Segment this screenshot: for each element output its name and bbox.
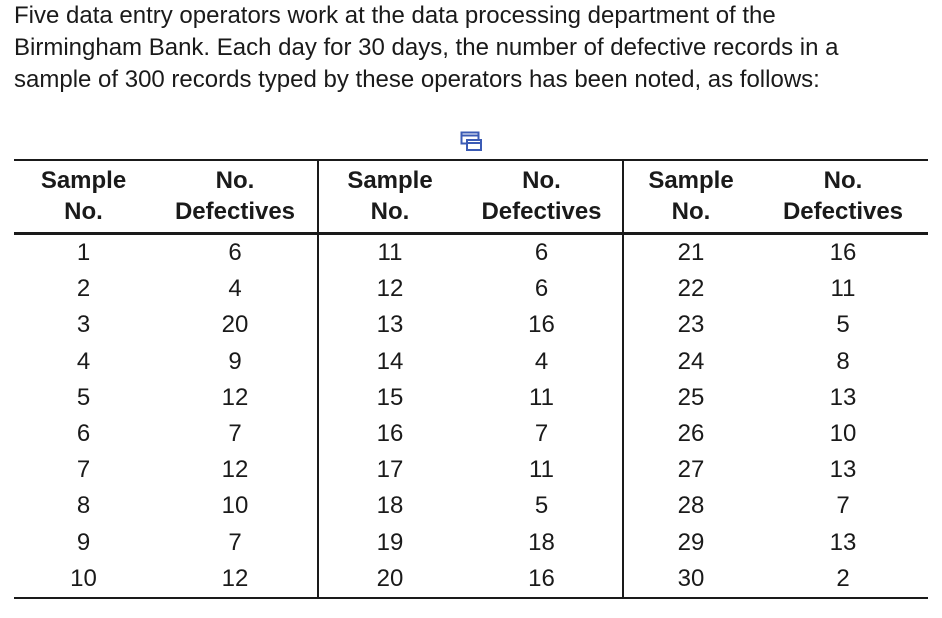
defectives-table	[14, 159, 928, 599]
cell-defectives: 13	[829, 456, 857, 484]
cell-defectives: 11	[830, 275, 856, 303]
cell-defectives: 16	[528, 311, 555, 339]
cell-sample-no: 11	[318, 234, 461, 272]
cell-defectives: 6	[228, 239, 242, 267]
cell-sample-no: 7	[76, 456, 91, 484]
cell-defectives: 5	[534, 492, 549, 520]
cell-sample-no: 12	[318, 271, 461, 307]
cell-defectives: 5	[836, 311, 850, 339]
table-row	[14, 271, 928, 307]
cell-defectives: 12	[153, 561, 318, 598]
cell-sample-no: 23	[623, 307, 758, 343]
cell-defectives: 18	[528, 528, 555, 556]
cell-sample-no: 26	[623, 416, 758, 452]
cell-sample-no: 3	[76, 311, 91, 339]
intro-line: Five data entry operators work at the data processing department of the	[14, 2, 776, 29]
cell-defectives: 4	[534, 347, 549, 375]
cell-defectives: 7	[228, 528, 242, 556]
cell-defectives: 6	[534, 239, 549, 267]
cell-sample-no: 4	[76, 347, 91, 375]
cell-defectives: 13	[829, 383, 857, 411]
cell-defectives: 16	[461, 561, 623, 598]
table-row	[14, 488, 928, 524]
table-row	[14, 452, 928, 488]
cell-defectives: 6	[534, 275, 549, 303]
cell-defectives: 8	[836, 347, 850, 375]
cell-defectives: 12	[221, 456, 249, 484]
table-row	[14, 380, 928, 416]
cell-defectives: 20	[221, 311, 249, 339]
cell-sample-no: 19	[318, 525, 461, 561]
table-row	[14, 307, 928, 343]
cell-sample-no: 30	[623, 561, 758, 598]
cell-sample-no: 21	[623, 234, 758, 272]
cell-sample-no: 16	[318, 416, 461, 452]
cell-defectives: 7	[228, 420, 242, 448]
cell-defectives: 10	[829, 420, 857, 448]
cell-sample-no: 13	[318, 307, 461, 343]
intro-paragraph	[14, 0, 929, 96]
cell-defectives: 10	[221, 492, 249, 520]
cell-sample-no: 25	[623, 380, 758, 416]
cell-defectives: 12	[221, 383, 249, 411]
cell-sample-no: 22	[623, 271, 758, 307]
table-row	[14, 416, 928, 452]
table-row	[14, 344, 928, 380]
cell-sample-no: 20	[318, 561, 461, 598]
cell-sample-no: 1	[76, 239, 91, 267]
col-header-no-defectives: No. Defectives	[153, 160, 318, 234]
cell-sample-no: 14	[318, 344, 461, 380]
copy-icon[interactable]	[460, 131, 484, 153]
cell-defectives: 11	[529, 456, 554, 484]
table-row	[14, 525, 928, 561]
cell-sample-no: 29	[623, 525, 758, 561]
cell-sample-no: 28	[623, 488, 758, 524]
cell-sample-no: 2	[76, 275, 91, 303]
table-row	[14, 561, 928, 598]
table-row	[14, 234, 928, 272]
cell-sample-no: 24	[623, 344, 758, 380]
intro-line: Birmingham Bank. Each day for 30 days, the number of defective records in a	[14, 34, 839, 61]
cell-defectives: 4	[228, 275, 242, 303]
cell-sample-no: 15	[318, 380, 461, 416]
copy-icon-graphic	[460, 131, 484, 153]
cell-defectives: 7	[836, 492, 850, 520]
col-header-sample-no: Sample No.	[318, 160, 461, 234]
cell-sample-no: 27	[623, 452, 758, 488]
cell-sample-no: 6	[76, 420, 91, 448]
col-header-no-defectives: No. Defectives	[461, 160, 623, 234]
cell-sample-no: 5	[76, 383, 91, 411]
cell-defectives: 13	[829, 528, 857, 556]
cell-defectives: 9	[228, 347, 242, 375]
col-header-sample-no: Sample No.	[14, 160, 153, 234]
cell-defectives: 2	[758, 561, 928, 598]
cell-sample-no: 9	[76, 528, 91, 556]
cell-defectives: 11	[529, 383, 554, 411]
cell-sample-no: 8	[76, 492, 91, 520]
cell-sample-no: 18	[318, 488, 461, 524]
cell-sample-no: 17	[318, 452, 461, 488]
col-header-no-defectives: No. Defectives	[758, 160, 928, 234]
table-body	[14, 234, 928, 598]
col-header-sample-no: Sample No.	[623, 160, 758, 234]
cell-sample-no: 10	[14, 561, 153, 598]
cell-defectives: 7	[534, 420, 549, 448]
cell-defectives: 16	[829, 239, 857, 267]
intro-line: sample of 300 records typed by these operators has been noted, as follows:	[14, 66, 820, 93]
header-row	[14, 160, 928, 234]
